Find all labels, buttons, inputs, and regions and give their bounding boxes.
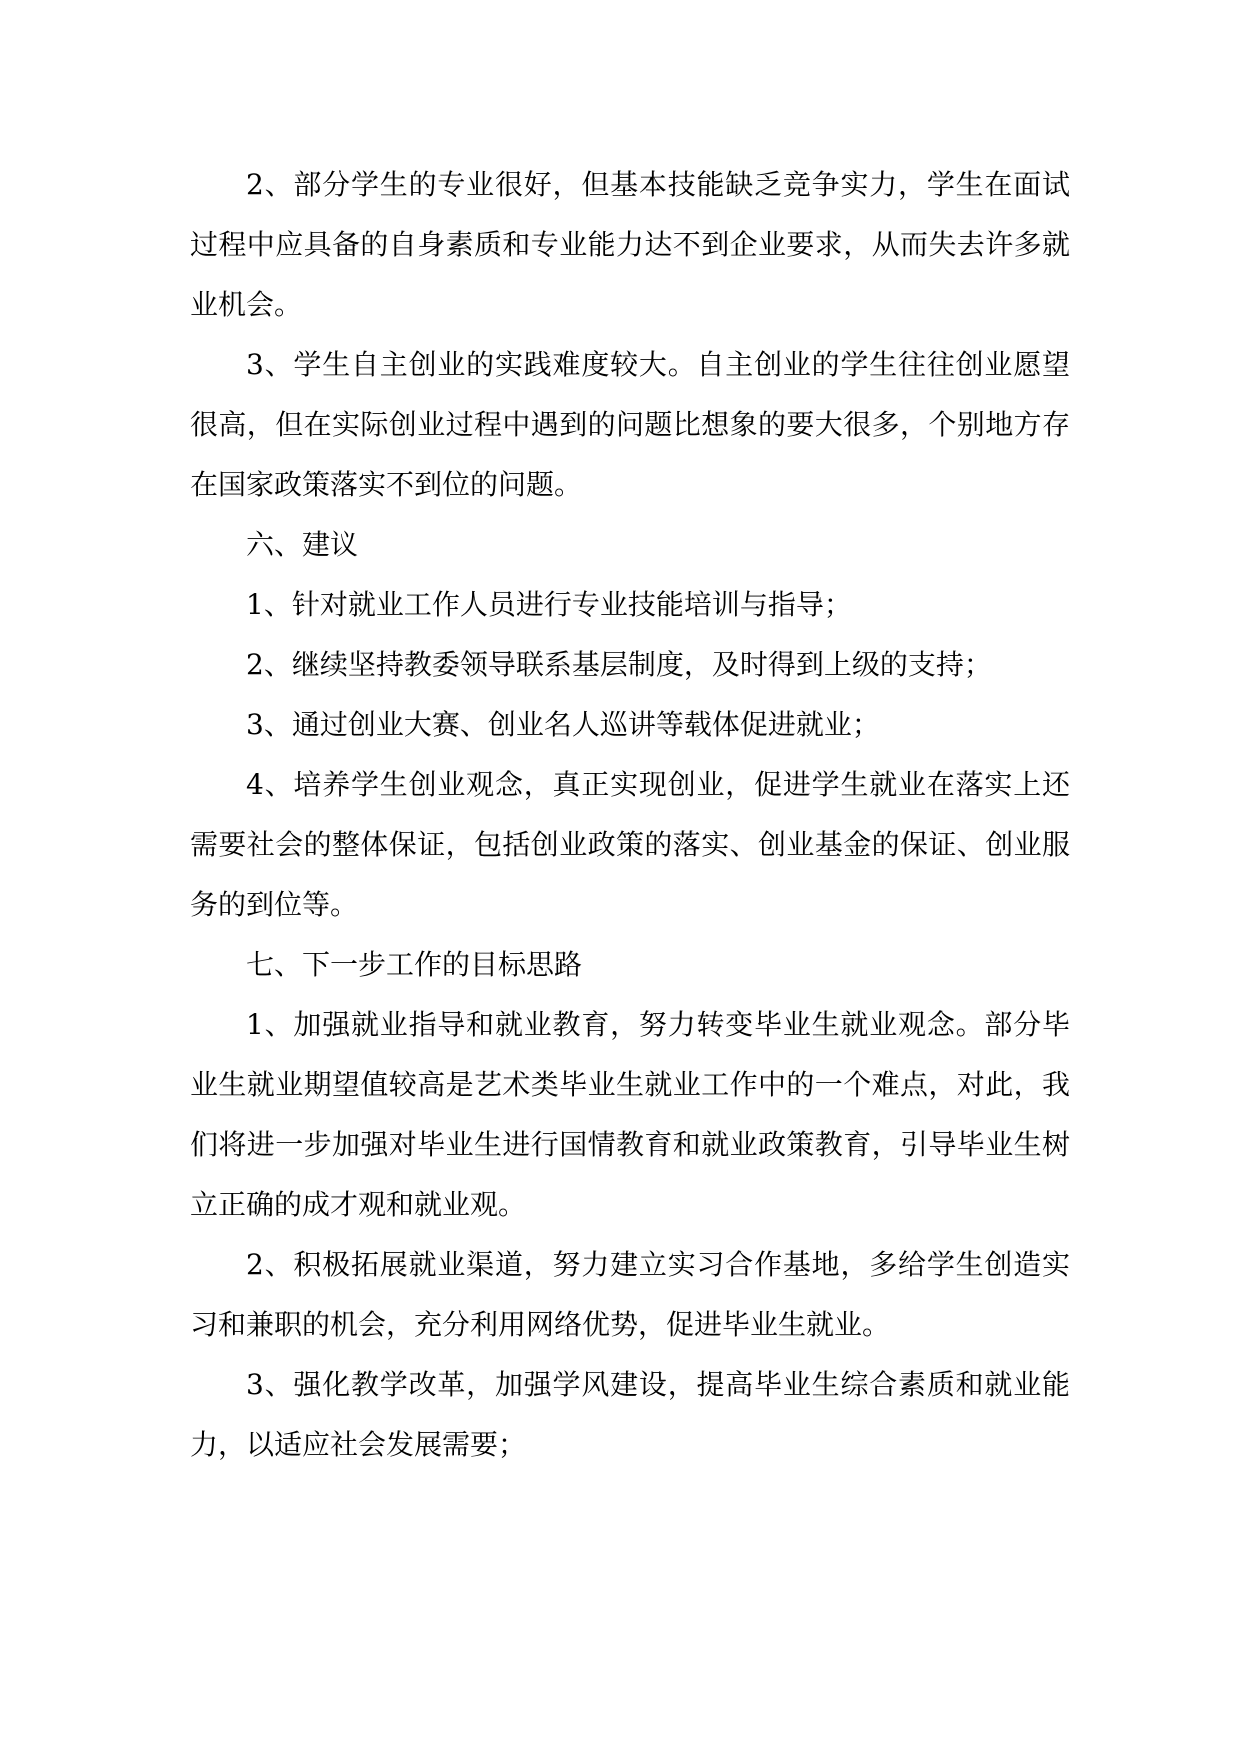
paragraph-weakness-entrepreneurship: 3、学生自主创业的实践难度较大。自主创业的学生往往创业愿望很高，但在实际创业过程中遇到的问题比想象的要大很多，个别地方存在国家政策落实不到位的问题。 [190,348,1070,501]
paragraph-next-step-2: 2、积极拓展就业渠道，努力建立实习合作基地，多给学生创造实习和兼职的机会，充分利用网络优势，促进毕业生就业。 [190,1248,1070,1341]
paragraph-suggestion-2: 2、继续坚持教委领导联系基层制度，及时得到上级的支持； [246,648,992,681]
paragraph-suggestion-4: 4、培养学生创业观念，真正实现创业，促进学生就业在落实上还需要社会的整体保证，包括创业政策的落实、创业基金的保证、创业服务的到位等。 [190,768,1070,921]
paragraph-weakness-skills: 2、部分学生的专业很好，但基本技能缺乏竞争实力，学生在面试过程中应具备的自身素质和专业能力达不到企业要求，从而失去许多就业机会。 [190,168,1070,321]
paragraph-next-step-3: 3、强化教学改革，加强学风建设，提高毕业生综合素质和就业能力，以适应社会发展需要； [190,1368,1070,1461]
paragraph-next-step-1: 1、加强就业指导和就业教育，努力转变毕业生就业观念。部分毕业生就业期望值较高是艺术类毕业生就业工作中的一个难点，对此，我们将进一步加强对毕业生进行国情教育和就业政策教育，引导毕业生树立正确的成才观和就业观。 [190,1008,1070,1221]
paragraph-suggestion-3: 3、通过创业大赛、创业名人巡讲等载体促进就业； [246,708,880,741]
document-body [190,155,1070,1475]
paragraph-suggestion-1: 1、针对就业工作人员进行专业技能培训与指导； [246,588,852,621]
heading-suggestions: 六、建议 [246,528,359,561]
heading-next-steps: 七、下一步工作的目标思路 [246,948,583,981]
